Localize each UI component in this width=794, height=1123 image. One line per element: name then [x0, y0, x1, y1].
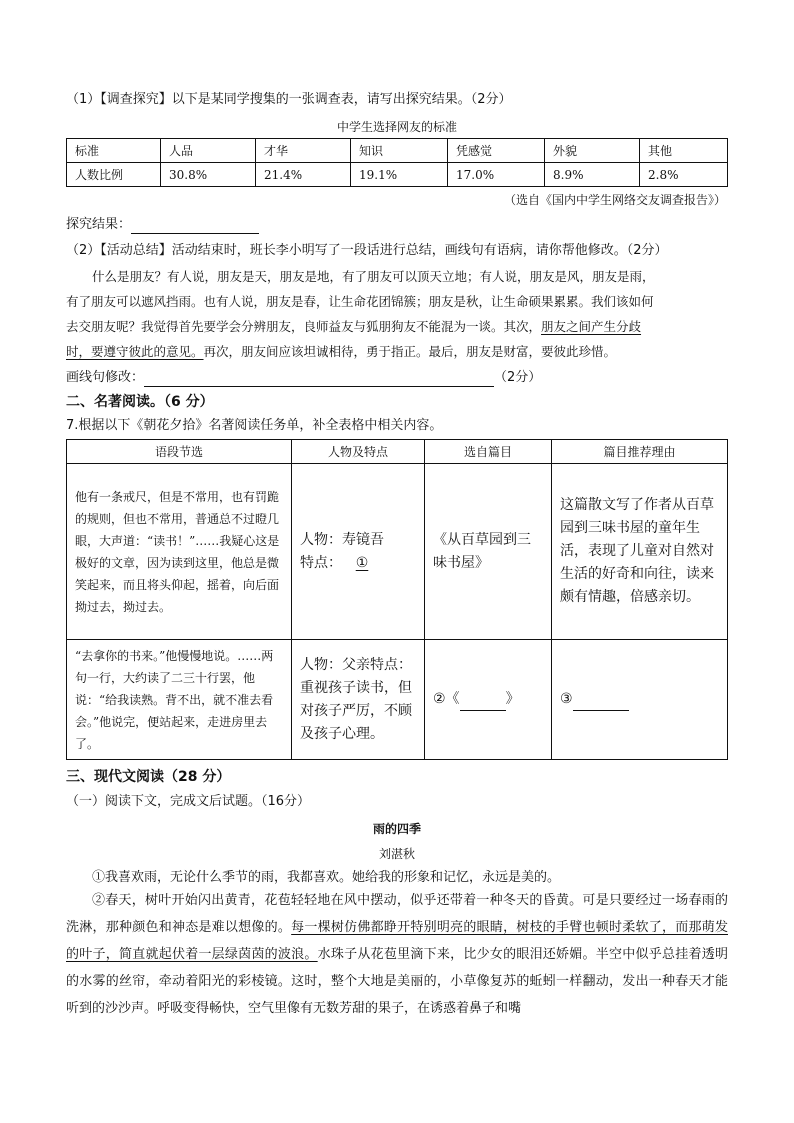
header-cell: 语段节选	[67, 440, 292, 464]
data-cell: 30.8%	[161, 163, 256, 187]
header-cell: 才华	[256, 139, 351, 163]
q2-para-text: 去交朋友呢？我觉得首先要学会分辨朋友，良师益友与狐朋狗友不能混为一谈。其次，	[66, 319, 542, 334]
q1-answer-blank[interactable]	[131, 219, 259, 234]
trait-label: 特点：	[300, 554, 342, 571]
q2-answer-score: （2分）	[494, 370, 542, 385]
survey-source: （选自《国内中学生网络交友调查报告》）	[503, 193, 726, 207]
header-cell: 选自篇目	[425, 440, 552, 464]
header-cell: 知识	[351, 139, 448, 163]
chapter-cell	[425, 640, 552, 760]
chapter-blank[interactable]	[460, 696, 506, 711]
person-cell	[292, 464, 425, 640]
person-name: 人物：寿镜吾	[300, 531, 384, 548]
reading-row-2	[67, 640, 728, 760]
survey-header-row	[67, 139, 728, 163]
header-cell: 人品	[161, 139, 256, 163]
q1-prompt: （1）【调查探究】以下是某同学搜集的一张调查表，请写出探究结果。（2分）	[66, 92, 512, 107]
reading-task-table	[66, 439, 728, 760]
header-cell: 凭感觉	[448, 139, 545, 163]
q2-answer-blank[interactable]	[144, 372, 494, 387]
q2-answer-row	[66, 369, 541, 387]
section3-sub: （一）阅读下文，完成文后试题。（16分）	[66, 794, 311, 809]
data-cell: 17.0%	[448, 163, 545, 187]
reading-header-row	[67, 440, 728, 464]
chapter-cell: 《从百草园到三味书屋》	[425, 464, 552, 640]
header-cell: 人物及特点	[292, 440, 425, 464]
reading-row-1	[67, 464, 728, 640]
header-cell: 其他	[640, 139, 728, 163]
section2-heading: 二、名著阅读。（6 分）	[66, 394, 214, 410]
article-title: 雨的四季	[372, 822, 421, 836]
reason-blank[interactable]	[573, 696, 629, 711]
reason-cell	[552, 640, 728, 760]
q2-answer-label: 画线句修改：	[66, 370, 145, 385]
excerpt-cell: 他有一条戒尺，但是不常用，也有罚跪的规则，但也不常用，普通总不过瞪几眼，大声道：“读书！”……我疑心这是极好的文章，因为读到这里，他总是微笑起来，而且将头仰起，摇着，向后面拗过去，拗过去。	[67, 464, 292, 640]
data-cell: 8.9%	[545, 163, 640, 187]
data-cell: 19.1%	[351, 163, 448, 187]
excerpt-cell: “去拿你的书来。”他慢慢地说。……两句一行，大约读了二三十行罢，他说：“给我读熟。背不出，就不准去看会。”他说完，便站起来，走进房里去了。	[67, 640, 292, 760]
q2-para-line: 什么是朋友？有人说，朋友是天，朋友是地，有了朋友可以顶天立地；有人说，朋友是风，朋友是雨，	[92, 269, 655, 284]
header-cell: 外貌	[545, 139, 640, 163]
paragraph-2-text: ②春天，树叶开始闪出黄青，花苞轻轻地在风中摆动，似乎还带着一种冬天的昏黄。可是只要经过一场春雨的洗淋，那种颜色和神态是难以想像的。	[66, 893, 728, 935]
chapter-marker: ②《	[433, 691, 460, 707]
q1-answer-label: 探究结果：	[66, 217, 132, 232]
q2-para-line	[66, 343, 616, 361]
reason-marker: ③	[560, 691, 573, 707]
trait-blank[interactable]: ①	[355, 554, 369, 571]
section2-task: 7.根据以下《朝花夕拾》名著阅读任务单，补全表格中相关内容。	[66, 418, 443, 433]
data-cell: 2.8%	[640, 163, 728, 187]
person-trait-cell: 人物：父亲特点：重视孩子读书，但对孩子严厉，不顾及孩子心理。	[292, 640, 425, 760]
data-cell: 人数比例	[67, 163, 161, 187]
q2-para-text: 再次，朋友间应该坦诚相待，勇于指正。最后，朋友是财富，要彼此珍惜。	[203, 344, 617, 359]
section3-heading: 三、现代文阅读（28 分）	[66, 769, 231, 785]
q2-para-line: 有了朋友可以遮风挡雨。也有人说，朋友是春，让生命花团锦簇；朋友是秋，让生命硕果累累。我们该如何	[66, 294, 654, 309]
chapter-close: 》	[505, 691, 520, 707]
q2-underlined-sentence-end: 时，要遵守彼此的意见。	[66, 344, 204, 359]
article-paragraph-2	[66, 887, 728, 1022]
survey-table-title: 中学生选择网友的标准	[336, 120, 457, 134]
article-author: 刘湛秋	[378, 847, 415, 861]
survey-table	[66, 138, 728, 187]
q2-prompt: （2）【活动总结】活动结束时，班长李小明写了一段话进行总结，画线句有语病，请你帮他修改。（2分）	[66, 243, 668, 258]
header-cell: 篇目推荐理由	[552, 440, 728, 464]
paragraph-2-underlined: 每一棵树仿佛都睁开特别明亮的眼睛，树枝的手臂也顿时柔软了，而那萌发的叶子，简直就起伏着一层绿茵茵的波浪。	[66, 920, 728, 962]
q1-answer-row	[66, 216, 259, 234]
q2-para-line	[66, 318, 641, 336]
header-cell: 标准	[67, 139, 161, 163]
article-paragraph-1: ①我喜欢雨，无论什么季节的雨，我都喜欢。她给我的形象和记忆，永远是美的。	[92, 870, 561, 885]
paragraph-2-text-cont: 水珠子从花苞里滴下来，比少女的眼泪还娇媚。半空中似乎总挂着透明的水雾的丝帘，牵动着阳光的彩棱镜。这时，整个大地是美丽的，小草像复苏的蚯蚓一样翻动，发出一种春天才能听到的沙沙声。呼吸变得畅快，空气里像有无数芳甜的果子，在诱惑着鼻子和嘴	[66, 947, 728, 1016]
q2-underlined-sentence: 朋友之间产生分歧	[541, 319, 642, 334]
survey-data-row	[67, 163, 728, 187]
reason-cell: 这篇散文写了作者从百草园到三味书屋的童年生活，表现了儿童对自然对生活的好奇和向往，读来颇有情趣，倍感亲切。	[552, 464, 728, 640]
person-trait	[300, 552, 416, 575]
data-cell: 21.4%	[256, 163, 351, 187]
